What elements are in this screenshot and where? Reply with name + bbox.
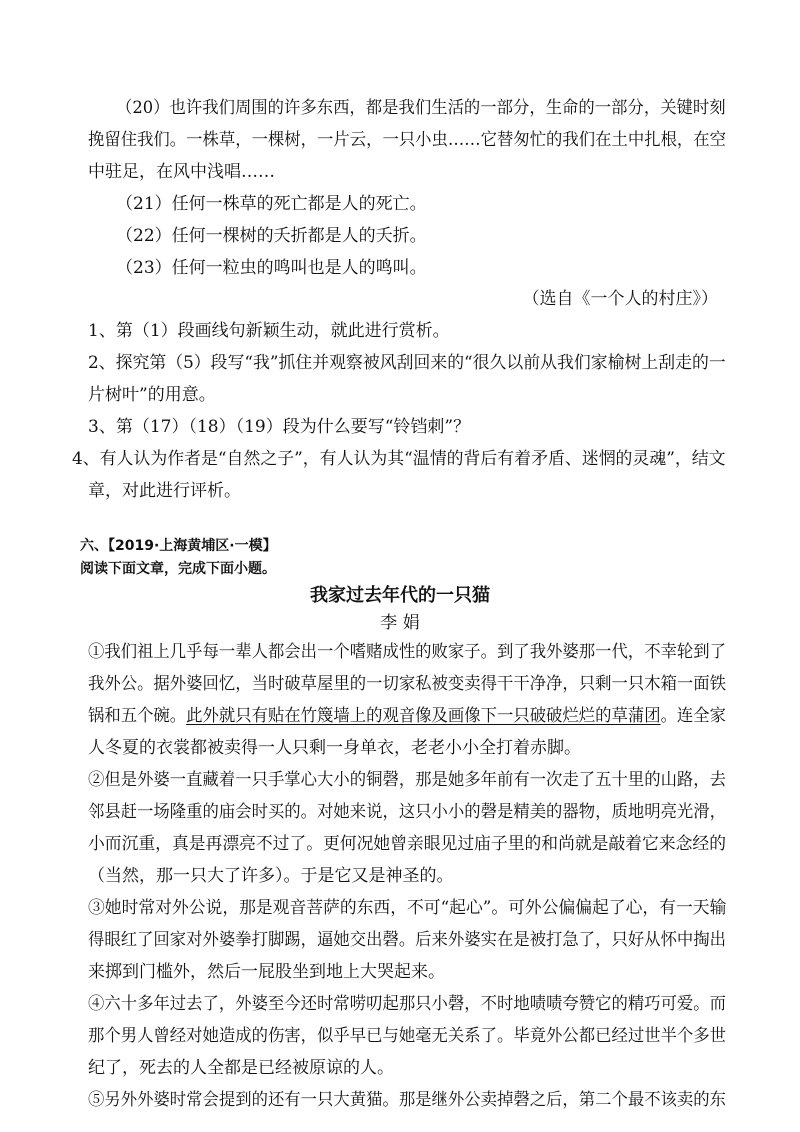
paragraph-1-line-2: 我外公。据外婆回忆，当时破草屋里的一切家私被变卖得干干净净，只剩一只木箱一面铁 [88,674,727,694]
paragraph-22: （22）任何一棵树的夭折都是人的夭折。 [116,226,427,246]
paragraph-3-line-3: 来掷到门槛外，然后一屁股坐到地上大哭起来。 [88,962,445,982]
paragraph-4-line-3: 纪了，死去的人全都是已经被原谅的人。 [88,1058,394,1078]
paragraph-2-line-3: 小而沉重，真是再漂亮不过了。更何况她曾亲眼见过庙子里的和尚就是敲着它来念经的 [88,834,726,854]
question-4-line-1: 4、有人认为作者是“自然之子”，有人认为其“温情的背后有着矛盾、迷惘的灵魂”，结文 [72,449,726,469]
paragraph-20-line-2: 挽留住我们。一株草，一棵树，一片云，一只小虫……它替匆忙的我们在土中扎根，在空 [88,130,727,150]
paragraph-1-line-1: ①我们祖上几乎每一辈人都会出一个嗜赌成性的败家子。到了我外婆那一代，不幸轮到了 [88,642,727,662]
paragraph-3-line-1: ③她时常对外公说，那是观音菩萨的东西，不可“起心”。可外公偏偏起了心，有一天输 [88,898,727,918]
paragraph-21: （21）任何一株草的死亡都是人的死亡。 [116,194,427,214]
paragraph-2-line-1: ②但是外婆一直藏着一只手掌心大小的铜磬，那是她多年前有一次走了五十里的山路，去 [88,770,727,790]
paragraph-1-line-3-start: 锅和五个碗。 [88,706,187,726]
paragraph-23: （23）任何一粒虫的鸣叫也是人的鸣叫。 [116,258,427,278]
paragraph-4-line-1: ④六十多年过去了，外婆至今还时常唠叨起那只小磬，不时地啧啧夸赞它的精巧可爱。而 [88,994,727,1014]
paragraph-2-line-2: 邻县赶一场隆重的庙会时买的。对她来说，这只小小的磬是精美的器物，质地明亮光滑， [88,802,727,822]
question-1: 1、第（1）段画线句新颖生动，就此进行赏析。 [88,321,450,341]
source-citation: （选自《一个人的村庄》） [522,289,718,309]
section-6-instruction: 阅读下面文章，完成下面小题。 [80,561,276,577]
paragraph-1-line-3 [88,704,726,728]
paragraph-1-line-3-end: 。连全家 [660,706,727,726]
question-3: 3、第（17）（18）（19）段为什么要写“铃铛刺”？ [88,417,471,437]
section-6-header: 六、【2019·上海黄埔区·一模】 [80,538,277,554]
article-author: 李 娟 [380,613,420,633]
paragraph-4-line-2: 那个男人曾经对她造成的伤害，似乎早已与她毫无关系了。毕竟外公都已经过世半个多世 [88,1026,727,1046]
article-title: 我家过去年代的一只猫 [310,585,490,606]
paragraph-20-line-1: （20）也许我们周围的许多东西，都是我们生活的一部分，生命的一部分，关键时刻 [116,98,726,118]
paragraph-20-line-3: 中驻足，在风中浅唱…… [88,162,275,182]
question-2-line-2: 片树叶”的用意。 [88,385,216,405]
paragraph-1-line-4: 人冬夏的衣裳都被卖得一人只剩一身单衣，老老小小全打着赤脚。 [88,738,581,758]
underlined-sentence: 此外就只有贴在竹篾墙上的观音像及画像下一只破破烂烂的草蒲团 [186,706,661,726]
paragraph-5-line-1: ⑤另外外婆时常会提到的还有一只大黄猫。那是继外公卖掉磬之后，第二个最不该卖的东 [88,1090,727,1110]
question-4-line-2: 章，对此进行评析。 [88,481,241,501]
paragraph-3-line-2: 得眼红了回家对外婆拳打脚踢，逼她交出磬。后来外婆实在是被打急了，只好从怀中掏出 [88,930,727,950]
paragraph-2-line-4: （当然，那一只大了许多）。于是它又是神圣的。 [88,866,454,886]
question-2-line-1: 2、探究第（5）段写“我”抓住并观察被风刮回来的“很久以前从我们家榆树上刮走的一 [88,353,726,373]
